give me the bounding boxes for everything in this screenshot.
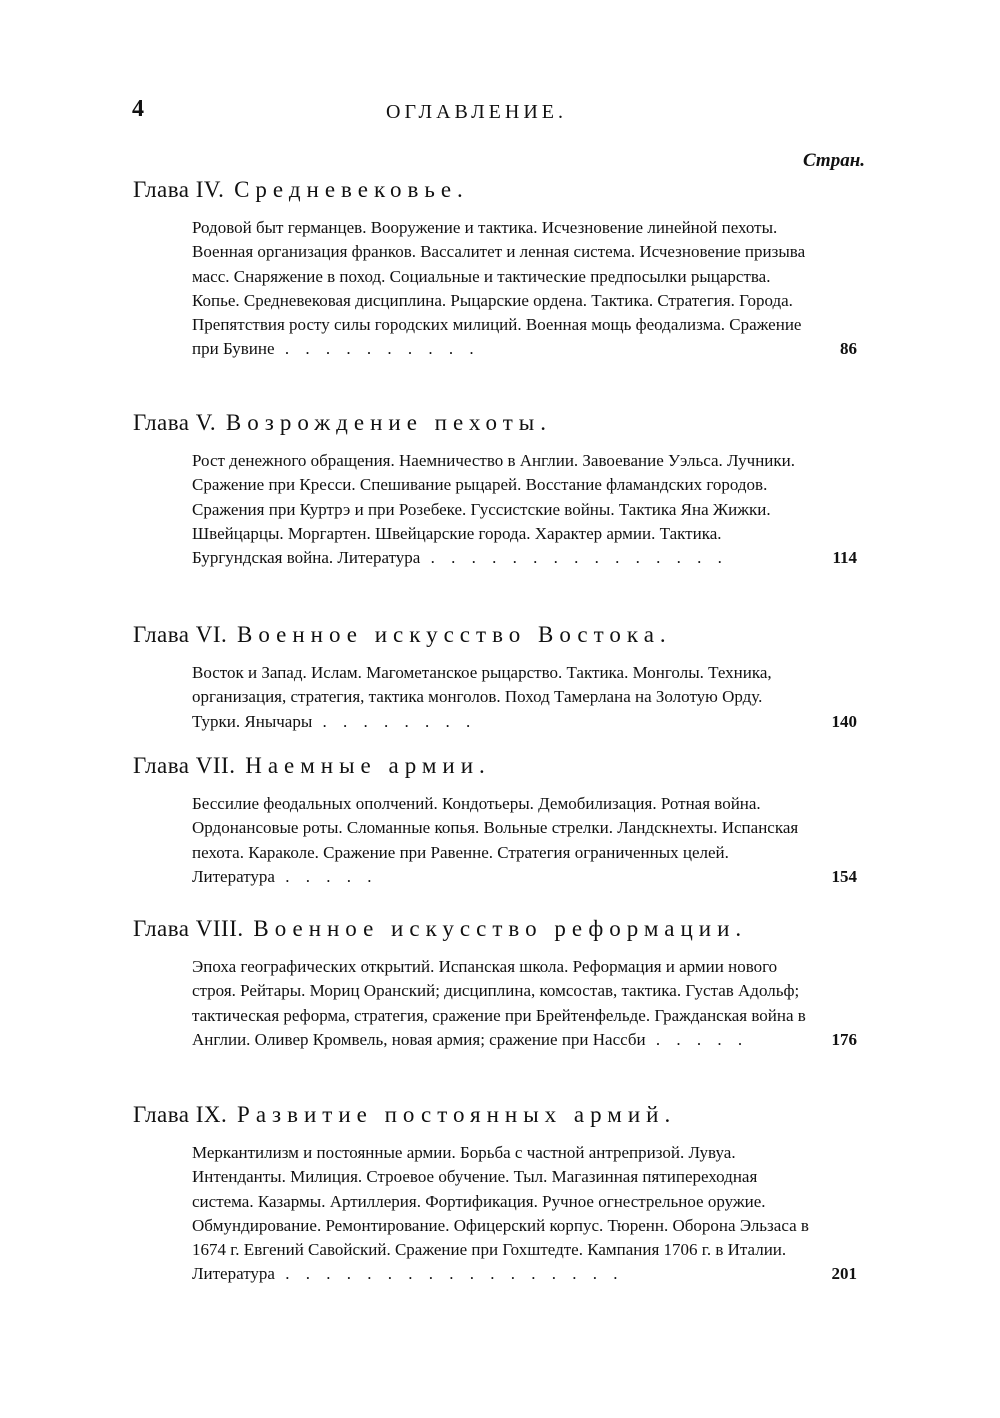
chapter-heading bbox=[133, 1097, 833, 1133]
chapter-entry bbox=[133, 617, 857, 734]
chapter-entry bbox=[133, 1097, 857, 1287]
chapter-body bbox=[192, 955, 857, 1052]
chapter-contents: Рост денежного обращения. Наемничество в Англии. Завоевание Уэльса. Лучники. Сражение при Кресси. Спешивание рыцарей. Восстание фламандских городов. Сражения при Куртрэ и при Розебеке. Гуссистские войны. Тактика Яна Жижки. Швейцарцы. Моргартен. Швейцарские города. Характер армии. Тактика. Бургундская война. Литература bbox=[192, 451, 796, 568]
chapter-heading bbox=[133, 405, 833, 441]
chapter-contents: Восток и Запад. Ислам. Магометанское рыцарство. Тактика. Монголы. Техника, организация, стратегия, тактика монголов. Поход Тамерлана на Золотую Орду. Турки. Янычары bbox=[192, 663, 772, 731]
dot-leader: . . . . . bbox=[645, 1029, 749, 1049]
chapter-title: Возрождение пехоты. bbox=[225, 410, 552, 435]
chapter-heading bbox=[133, 748, 833, 784]
page-ref: 154 bbox=[831, 866, 857, 886]
chapter-heading bbox=[133, 617, 833, 653]
dot-leader: . . . . . . . . . . . . . . . bbox=[420, 548, 728, 568]
page-column-label: Стран. bbox=[802, 150, 865, 171]
dot-leader: . . . . . bbox=[274, 866, 378, 886]
page-ref: 114 bbox=[832, 548, 857, 568]
running-title: ОГЛАВЛЕНИЕ. bbox=[386, 101, 567, 123]
chapter-prefix: Глава VIII. bbox=[133, 916, 244, 941]
dot-leader: . . . . . . . . . . . . . . . . . bbox=[274, 1264, 624, 1284]
chapter-entry bbox=[133, 172, 857, 362]
chapter-contents: Бессилие феодальных ополчений. Кондотьеры. Демобилизация. Ротная война. Ордонансовые роты. Сломанные копья. Вольные стрелки. Ландскнехты. Испанская пехота. Караколе. Сражение при Равенне. Стратегия ограниченных целей. Литература bbox=[192, 794, 799, 886]
page-ref: 201 bbox=[831, 1264, 857, 1284]
chapter-title: Средневековье. bbox=[234, 177, 469, 202]
chapter-title: Военное искусство реформации. bbox=[253, 916, 748, 941]
chapter-entry bbox=[133, 911, 857, 1052]
page-ref: 86 bbox=[840, 339, 857, 359]
chapter-prefix: Глава VI. bbox=[133, 622, 228, 647]
chapter-prefix: Глава VII. bbox=[133, 753, 236, 778]
chapter-prefix: Глава IV. bbox=[133, 177, 225, 202]
chapter-contents: Эпоха географических открытий. Испанская школа. Реформация и армии нового строя. Рейтары. Мориц Оранский; дисциплина, комсостав, тактика. Густав Адольф; тактическая реформа, стратегия, сражение при Брейтенфельде. Гражданская война в Англии. Оливер Кромвель, новая армия; сражение при Нассби bbox=[192, 957, 806, 1049]
chapter-heading bbox=[133, 172, 833, 208]
chapter-body bbox=[192, 661, 857, 734]
chapter-title: Наемные армии. bbox=[245, 753, 491, 778]
chapter-body bbox=[192, 792, 857, 889]
page-ref: 140 bbox=[831, 711, 857, 731]
chapter-prefix: Глава IX. bbox=[133, 1102, 228, 1127]
chapter-title: Военное искусство Востока. bbox=[237, 622, 672, 647]
chapter-entry bbox=[133, 748, 857, 889]
chapter-title: Развитие постоянных армий. bbox=[237, 1102, 677, 1127]
chapter-heading bbox=[133, 911, 833, 947]
chapter-contents: Родовой быт германцев. Вооружение и тактика. Исчезновение линейной пехоты. Военная организация франков. Вассалитет и ленная система. Исчезновение призыва масс. Снаряжение в поход. Социальные и тактические предпосылки рыцарства. Копье. Средневековая дисциплина. Рыцарские ордена. Тактика. Стратегия. Города. Препятствия росту силы городских милиций. Военная мощь феодализма. Сражение при Бувине bbox=[192, 218, 806, 359]
dot-leader: . . . . . . . . . . bbox=[274, 339, 480, 359]
page-ref: 176 bbox=[831, 1029, 857, 1049]
page-number: 4 bbox=[132, 96, 144, 122]
chapter-body bbox=[192, 216, 857, 362]
dot-leader: . . . . . . . . bbox=[312, 711, 477, 731]
chapter-contents: Меркантилизм и постоянные армии. Борьба с частной антрепризой. Лувуа. Интенданты. Милиция. Строевое обучение. Тыл. Магазинная пятипереходная система. Казармы. Артиллерия. Фортификация. Ручное огнестрельное оружие. Обмундирование. Ремонтирование. Офицерский корпус. Тюренн. Оборона Эльзаса в 1674 г. Евгений Савойский. Сражение при Гохштедте. Кампания 1706 г. в Италии. Литература bbox=[192, 1143, 809, 1284]
chapter-prefix: Глава V. bbox=[133, 410, 217, 435]
chapter-body bbox=[192, 449, 857, 570]
chapter-entry bbox=[133, 405, 857, 570]
chapter-body bbox=[192, 1141, 857, 1287]
